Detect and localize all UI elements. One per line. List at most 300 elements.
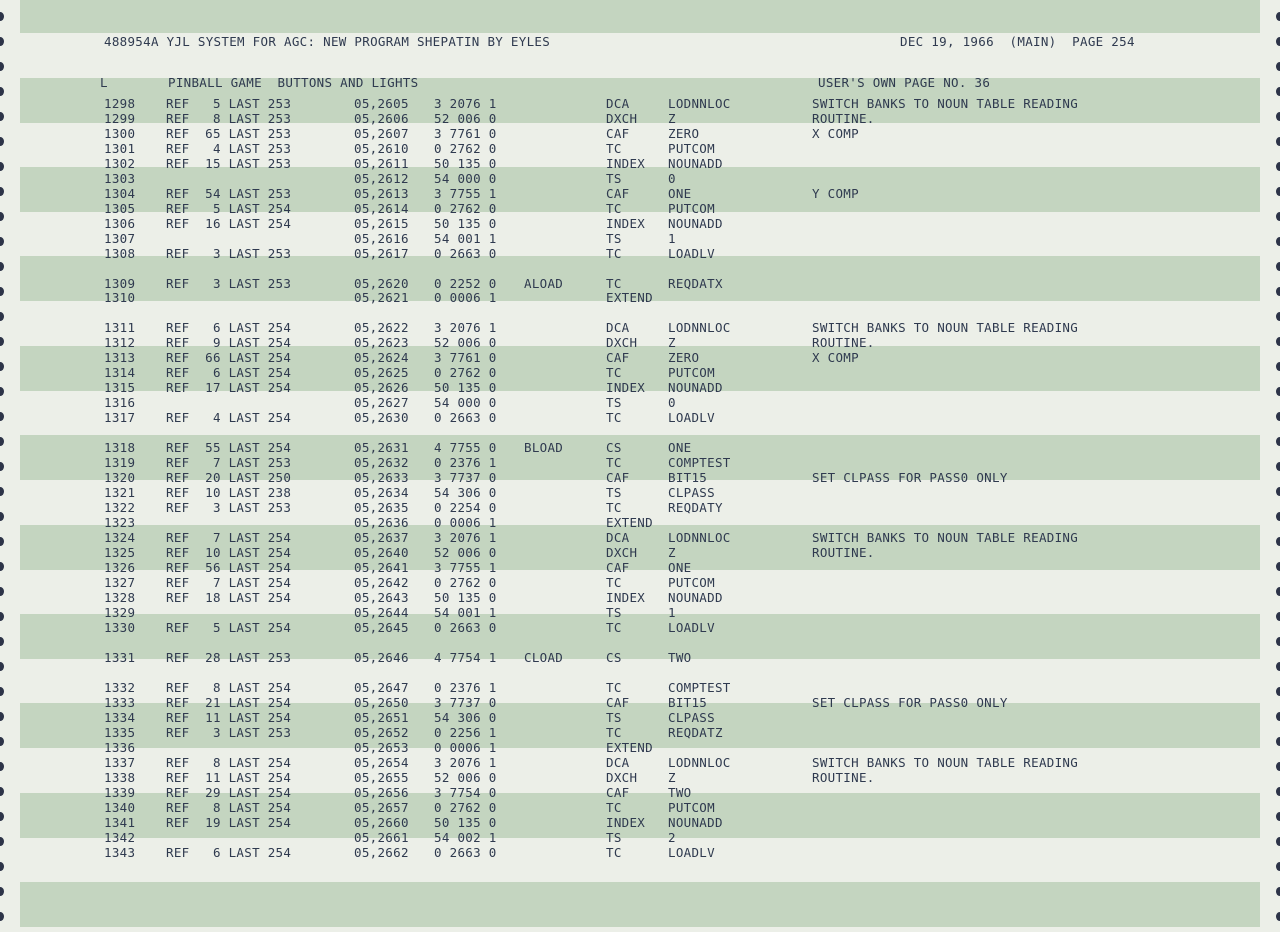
ref-column: REF 3 LAST 253 <box>166 246 292 261</box>
ref-column: REF 20 LAST 250 <box>166 470 292 485</box>
ref-column: REF 29 LAST 254 <box>166 785 292 800</box>
address: 05,2621 <box>354 290 409 305</box>
feed-hole <box>1276 812 1280 821</box>
address: 05,2643 <box>354 590 409 605</box>
octal-code: 0 0006 1 <box>434 740 497 755</box>
line-number: 1302 <box>104 156 136 171</box>
line-number: 1321 <box>104 485 136 500</box>
feed-hole <box>0 812 4 821</box>
octal-code: 0 2252 0 <box>434 276 497 291</box>
octal-code: 0 0006 1 <box>434 515 497 530</box>
line-number: 1320 <box>104 470 136 485</box>
address: 05,2631 <box>354 440 409 455</box>
opcode: TS <box>606 171 622 186</box>
opcode: TC <box>606 680 622 695</box>
line-number: 1330 <box>104 620 136 635</box>
line-number: 1310 <box>104 290 136 305</box>
feed-hole <box>0 87 4 96</box>
address: 05,2642 <box>354 575 409 590</box>
ref-column: REF 9 LAST 254 <box>166 335 292 350</box>
octal-code: 0 2762 0 <box>434 365 497 380</box>
line-number: 1305 <box>104 201 136 216</box>
feed-hole <box>1276 637 1280 646</box>
address: 05,2633 <box>354 470 409 485</box>
feed-hole <box>0 387 4 396</box>
address: 05,2605 <box>354 96 409 111</box>
operand: ZERO <box>668 350 700 365</box>
feed-hole <box>1276 887 1280 896</box>
operand: TWO <box>668 650 692 665</box>
octal-code: 54 306 0 <box>434 710 497 725</box>
comment: SET CLPASS FOR PASS0 ONLY <box>812 695 1008 710</box>
ref-column: REF 54 LAST 253 <box>166 186 292 201</box>
octal-code: 54 001 1 <box>434 231 497 246</box>
feed-hole <box>0 737 4 746</box>
opcode: CAF <box>606 126 630 141</box>
address: 05,2662 <box>354 845 409 860</box>
feed-hole <box>0 712 4 721</box>
address: 05,2646 <box>354 650 409 665</box>
feed-hole <box>1276 87 1280 96</box>
ref-column: REF 17 LAST 254 <box>166 380 292 395</box>
address: 05,2645 <box>354 620 409 635</box>
ref-column: REF 6 LAST 254 <box>166 845 292 860</box>
feed-hole <box>1276 737 1280 746</box>
feed-hole <box>0 787 4 796</box>
line-number: 1300 <box>104 126 136 141</box>
feed-hole <box>1276 787 1280 796</box>
opcode: INDEX <box>606 815 646 830</box>
feed-hole <box>0 837 4 846</box>
feed-hole <box>0 862 4 871</box>
comment: SET CLPASS FOR PASS0 ONLY <box>812 470 1008 485</box>
opcode: EXTEND <box>606 740 653 755</box>
feed-hole <box>0 662 4 671</box>
feed-hole <box>0 762 4 771</box>
feed-hole <box>0 237 4 246</box>
line-number: 1333 <box>104 695 136 710</box>
address: 05,2653 <box>354 740 409 755</box>
operand: 1 <box>668 231 676 246</box>
operand: PUTCOM <box>668 575 715 590</box>
comment: SWITCH BANKS TO NOUN TABLE READING <box>812 96 1079 111</box>
feed-hole <box>1276 437 1280 446</box>
feed-hole <box>0 687 4 696</box>
octal-code: 50 135 0 <box>434 216 497 231</box>
line-number: 1342 <box>104 830 136 845</box>
opcode: CAF <box>606 785 630 800</box>
opcode: DXCH <box>606 770 638 785</box>
feed-hole <box>1276 512 1280 521</box>
ref-column: REF 15 LAST 253 <box>166 156 292 171</box>
opcode: TC <box>606 201 622 216</box>
octal-code: 3 7737 0 <box>434 695 497 710</box>
feed-hole <box>1276 387 1280 396</box>
ref-column: REF 16 LAST 254 <box>166 216 292 231</box>
ref-column: REF 7 LAST 254 <box>166 530 292 545</box>
ref-column: REF 66 LAST 254 <box>166 350 292 365</box>
operand: 0 <box>668 395 676 410</box>
ref-column: REF 3 LAST 253 <box>166 276 292 291</box>
ref-column: REF 10 LAST 238 <box>166 485 292 500</box>
line-number: 1307 <box>104 231 136 246</box>
octal-code: 0 0006 1 <box>434 290 497 305</box>
line-number: 1337 <box>104 755 136 770</box>
feed-hole <box>0 12 4 21</box>
octal-code: 50 135 0 <box>434 815 497 830</box>
line-number: 1304 <box>104 186 136 201</box>
feed-hole <box>1276 62 1280 71</box>
opcode: TS <box>606 830 622 845</box>
operand: COMPTEST <box>668 680 731 695</box>
operand: LODNNLOC <box>668 96 731 111</box>
feed-hole <box>0 537 4 546</box>
feed-hole <box>1276 362 1280 371</box>
opcode: INDEX <box>606 380 646 395</box>
octal-code: 3 7755 1 <box>434 186 497 201</box>
line-number: 1328 <box>104 590 136 605</box>
ref-column: REF 8 LAST 253 <box>166 111 292 126</box>
operand: REQDATY <box>668 500 723 515</box>
line-number: 1326 <box>104 560 136 575</box>
operand: NOUNADD <box>668 590 723 605</box>
feed-hole <box>0 587 4 596</box>
ref-column: REF 5 LAST 253 <box>166 96 292 111</box>
feed-hole <box>1276 187 1280 196</box>
opcode: TS <box>606 605 622 620</box>
address: 05,2647 <box>354 680 409 695</box>
feed-hole <box>1276 862 1280 871</box>
operand: TWO <box>668 785 692 800</box>
octal-code: 54 001 1 <box>434 605 497 620</box>
line-number: 1332 <box>104 680 136 695</box>
ref-column: REF 3 LAST 253 <box>166 500 292 515</box>
opcode: CS <box>606 440 622 455</box>
header-title: 488954A YJL SYSTEM FOR AGC: NEW PROGRAM SHEPATIN BY EYLES <box>104 34 551 49</box>
address: 05,2622 <box>354 320 409 335</box>
feed-hole <box>1276 137 1280 146</box>
feed-hole <box>1276 562 1280 571</box>
opcode: TC <box>606 500 622 515</box>
line-number: 1301 <box>104 141 136 156</box>
feed-hole <box>1276 712 1280 721</box>
line-number: 1341 <box>104 815 136 830</box>
address: 05,2660 <box>354 815 409 830</box>
opcode: CAF <box>606 186 630 201</box>
octal-code: 3 7761 0 <box>434 126 497 141</box>
address: 05,2652 <box>354 725 409 740</box>
octal-code: 54 002 1 <box>434 830 497 845</box>
opcode: DCA <box>606 320 630 335</box>
ref-column: REF 7 LAST 254 <box>166 575 292 590</box>
ref-column: REF 18 LAST 254 <box>166 590 292 605</box>
octal-code: 52 006 0 <box>434 335 497 350</box>
line-number: 1317 <box>104 410 136 425</box>
feed-hole <box>0 612 4 621</box>
feed-hole <box>0 137 4 146</box>
operand: CLPASS <box>668 485 715 500</box>
line-number: 1311 <box>104 320 136 335</box>
feed-hole <box>1276 687 1280 696</box>
opcode: TC <box>606 620 622 635</box>
line-number: 1331 <box>104 650 136 665</box>
label: BLOAD <box>524 440 564 455</box>
feed-hole <box>1276 912 1280 921</box>
octal-code: 0 2663 0 <box>434 410 497 425</box>
octal-code: 0 2663 0 <box>434 246 497 261</box>
section-title: PINBALL GAME BUTTONS AND LIGHTS <box>168 75 419 90</box>
line-number: 1309 <box>104 276 136 291</box>
feed-hole <box>0 637 4 646</box>
opcode: CAF <box>606 695 630 710</box>
operand: LODNNLOC <box>668 755 731 770</box>
address: 05,2634 <box>354 485 409 500</box>
address: 05,2640 <box>354 545 409 560</box>
feed-hole <box>0 887 4 896</box>
feed-hole <box>0 62 4 71</box>
opcode: TC <box>606 410 622 425</box>
octal-code: 0 2254 0 <box>434 500 497 515</box>
operand: Z <box>668 770 676 785</box>
address: 05,2661 <box>354 830 409 845</box>
feed-hole <box>1276 287 1280 296</box>
comment: SWITCH BANKS TO NOUN TABLE READING <box>812 320 1079 335</box>
subheader-mark: L <box>100 75 108 90</box>
address: 05,2610 <box>354 141 409 156</box>
operand: ONE <box>668 440 692 455</box>
opcode: TS <box>606 395 622 410</box>
ref-column: REF 6 LAST 254 <box>166 365 292 380</box>
opcode: TC <box>606 246 622 261</box>
line-number: 1339 <box>104 785 136 800</box>
comment: Y COMP <box>812 186 859 201</box>
address: 05,2611 <box>354 156 409 171</box>
operand: 2 <box>668 830 676 845</box>
feed-hole <box>1276 487 1280 496</box>
line-number: 1314 <box>104 365 136 380</box>
address: 05,2612 <box>354 171 409 186</box>
feed-hole <box>0 512 4 521</box>
octal-code: 0 2376 1 <box>434 680 497 695</box>
feed-hole <box>0 412 4 421</box>
line-number: 1308 <box>104 246 136 261</box>
feed-hole <box>1276 237 1280 246</box>
octal-code: 0 2663 0 <box>434 845 497 860</box>
feed-hole <box>1276 262 1280 271</box>
comment: ROUTINE. <box>812 770 875 785</box>
address: 05,2636 <box>354 515 409 530</box>
operand: REQDATX <box>668 276 723 291</box>
octal-code: 50 135 0 <box>434 380 497 395</box>
ref-column: REF 6 LAST 254 <box>166 320 292 335</box>
feed-hole <box>0 312 4 321</box>
octal-code: 3 2076 1 <box>434 320 497 335</box>
operand: ONE <box>668 560 692 575</box>
feed-hole <box>0 912 4 921</box>
operand: LODNNLOC <box>668 320 731 335</box>
feed-hole <box>1276 412 1280 421</box>
ref-column: REF 8 LAST 254 <box>166 680 292 695</box>
line-number: 1315 <box>104 380 136 395</box>
ref-column: REF 11 LAST 254 <box>166 710 292 725</box>
feed-hole <box>1276 312 1280 321</box>
ref-column: REF 7 LAST 253 <box>166 455 292 470</box>
opcode: TC <box>606 365 622 380</box>
octal-code: 54 306 0 <box>434 485 497 500</box>
address: 05,2623 <box>354 335 409 350</box>
ref-column: REF 5 LAST 254 <box>166 620 292 635</box>
line-number: 1322 <box>104 500 136 515</box>
header-date-page: DEC 19, 1966 (MAIN) PAGE 254 <box>900 34 1135 49</box>
address: 05,2656 <box>354 785 409 800</box>
comment: SWITCH BANKS TO NOUN TABLE READING <box>812 755 1079 770</box>
feed-hole <box>1276 837 1280 846</box>
operand: ZERO <box>668 126 700 141</box>
line-number: 1318 <box>104 440 136 455</box>
operand: LOADLV <box>668 410 715 425</box>
address: 05,2630 <box>354 410 409 425</box>
operand: 0 <box>668 171 676 186</box>
opcode: DXCH <box>606 335 638 350</box>
feed-hole <box>0 437 4 446</box>
operand: LOADLV <box>668 246 715 261</box>
feed-hole <box>0 262 4 271</box>
address: 05,2607 <box>354 126 409 141</box>
ref-column: REF 4 LAST 254 <box>166 410 292 425</box>
line-number: 1340 <box>104 800 136 815</box>
line-number: 1334 <box>104 710 136 725</box>
line-number: 1338 <box>104 770 136 785</box>
address: 05,2657 <box>354 800 409 815</box>
feed-hole <box>1276 112 1280 121</box>
line-number: 1329 <box>104 605 136 620</box>
opcode: INDEX <box>606 156 646 171</box>
line-number: 1299 <box>104 111 136 126</box>
feed-hole <box>1276 162 1280 171</box>
line-number: 1324 <box>104 530 136 545</box>
address: 05,2655 <box>354 770 409 785</box>
feed-hole <box>0 337 4 346</box>
address: 05,2651 <box>354 710 409 725</box>
octal-code: 52 006 0 <box>434 111 497 126</box>
operand: PUTCOM <box>668 800 715 815</box>
feed-hole <box>1276 537 1280 546</box>
ref-column: REF 8 LAST 254 <box>166 755 292 770</box>
address: 05,2625 <box>354 365 409 380</box>
ref-column: REF 65 LAST 253 <box>166 126 292 141</box>
feed-hole <box>0 362 4 371</box>
comment: X COMP <box>812 350 859 365</box>
opcode: TC <box>606 800 622 815</box>
octal-code: 4 7755 0 <box>434 440 497 455</box>
octal-code: 3 7761 0 <box>434 350 497 365</box>
address: 05,2627 <box>354 395 409 410</box>
feed-hole <box>1276 762 1280 771</box>
address: 05,2644 <box>354 605 409 620</box>
line-number: 1306 <box>104 216 136 231</box>
line-number: 1327 <box>104 575 136 590</box>
ref-column: REF 11 LAST 254 <box>166 770 292 785</box>
feed-hole <box>0 562 4 571</box>
opcode: TC <box>606 141 622 156</box>
operand: BIT15 <box>668 470 708 485</box>
ref-column: REF 28 LAST 253 <box>166 650 292 665</box>
opcode: TC <box>606 575 622 590</box>
greenbar-band <box>20 0 1260 33</box>
address: 05,2637 <box>354 530 409 545</box>
line-number: 1336 <box>104 740 136 755</box>
opcode: TC <box>606 725 622 740</box>
operand: PUTCOM <box>668 201 715 216</box>
address: 05,2654 <box>354 755 409 770</box>
opcode: EXTEND <box>606 515 653 530</box>
feed-hole <box>0 487 4 496</box>
opcode: DCA <box>606 755 630 770</box>
feed-hole <box>0 462 4 471</box>
address: 05,2635 <box>354 500 409 515</box>
opcode: CAF <box>606 470 630 485</box>
address: 05,2614 <box>354 201 409 216</box>
feed-hole <box>0 212 4 221</box>
feed-hole <box>1276 462 1280 471</box>
feed-hole <box>1276 337 1280 346</box>
ref-column: REF 3 LAST 253 <box>166 725 292 740</box>
opcode: EXTEND <box>606 290 653 305</box>
address: 05,2617 <box>354 246 409 261</box>
ref-column: REF 10 LAST 254 <box>166 545 292 560</box>
feed-hole <box>0 287 4 296</box>
octal-code: 52 006 0 <box>434 545 497 560</box>
operand: COMPTEST <box>668 455 731 470</box>
opcode: DCA <box>606 530 630 545</box>
greenbar-band <box>20 882 1260 927</box>
opcode: DCA <box>606 96 630 111</box>
operand: 1 <box>668 605 676 620</box>
opcode: CS <box>606 650 622 665</box>
operand: NOUNADD <box>668 815 723 830</box>
opcode: TC <box>606 276 622 291</box>
opcode: INDEX <box>606 590 646 605</box>
octal-code: 50 135 0 <box>434 156 497 171</box>
address: 05,2620 <box>354 276 409 291</box>
comment: ROUTINE. <box>812 111 875 126</box>
ref-column: REF 19 LAST 254 <box>166 815 292 830</box>
line-number: 1313 <box>104 350 136 365</box>
operand: LOADLV <box>668 845 715 860</box>
operand: LOADLV <box>668 620 715 635</box>
feed-hole <box>0 112 4 121</box>
opcode: INDEX <box>606 216 646 231</box>
feed-hole <box>1276 612 1280 621</box>
address: 05,2616 <box>354 231 409 246</box>
ref-column: REF 4 LAST 253 <box>166 141 292 156</box>
opcode: CAF <box>606 560 630 575</box>
opcode: TS <box>606 710 622 725</box>
octal-code: 3 7754 0 <box>434 785 497 800</box>
feed-hole <box>1276 662 1280 671</box>
feed-hole <box>0 162 4 171</box>
feed-hole <box>0 187 4 196</box>
operand: PUTCOM <box>668 141 715 156</box>
octal-code: 52 006 0 <box>434 770 497 785</box>
opcode: DXCH <box>606 545 638 560</box>
line-number: 1335 <box>104 725 136 740</box>
operand: LODNNLOC <box>668 530 731 545</box>
comment: ROUTINE. <box>812 545 875 560</box>
operand: NOUNADD <box>668 216 723 231</box>
feed-hole <box>0 37 4 46</box>
address: 05,2626 <box>354 380 409 395</box>
